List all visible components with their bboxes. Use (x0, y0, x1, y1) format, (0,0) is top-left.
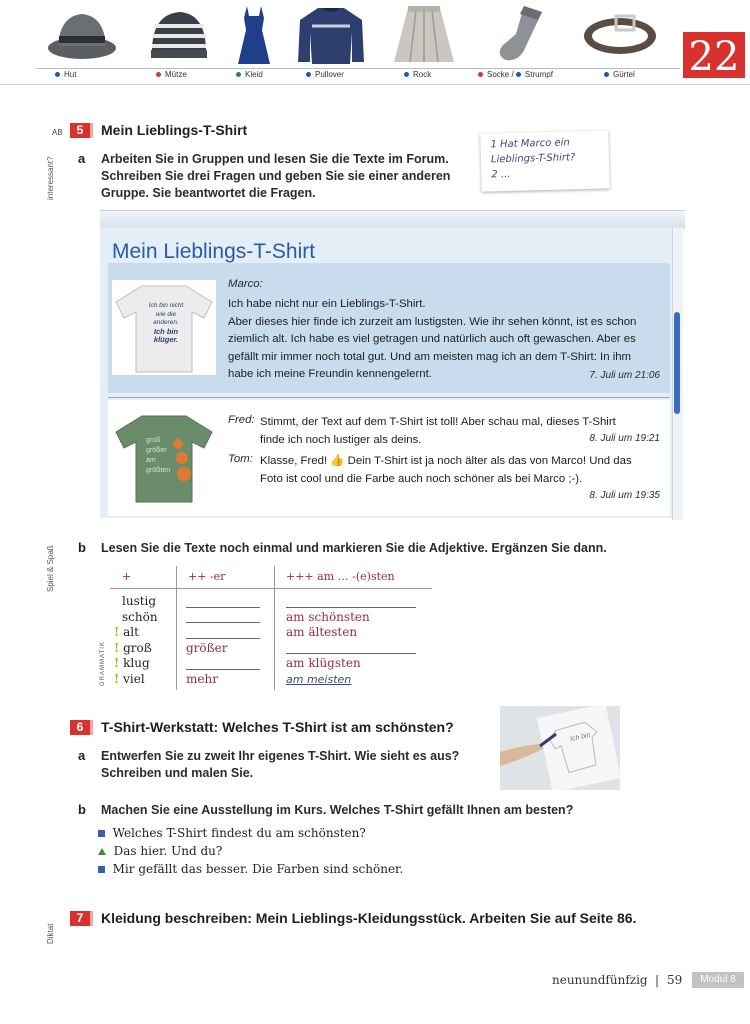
post-author-fred: Fred: (228, 414, 255, 426)
forum-divider (108, 397, 670, 398)
sup-schoen: am schönsten (286, 609, 370, 624)
label-muetze: Mütze (156, 70, 187, 79)
label-pullover: Pullover (306, 70, 344, 79)
ab-label: AB (52, 128, 63, 137)
forum-scrollbar-thumb[interactable] (674, 312, 680, 414)
tshirt-2-print: groß größer am größten (146, 437, 171, 474)
dialog-list (98, 826, 403, 880)
comp-viel: mehr (186, 671, 218, 686)
belt-image (582, 4, 658, 60)
label-kleid: Kleid (236, 70, 263, 79)
exercise-6-number: 6 (70, 720, 93, 735)
exercise-5-number: 5 (70, 123, 93, 138)
post-author-tom: Tom: (228, 453, 253, 465)
sup-klug: am klügsten (286, 656, 361, 670)
table-header-rule (110, 588, 432, 589)
exercise-5a-letter: a (78, 151, 86, 166)
post-text-fred: Stimmt, der Text auf dem T-Shirt ist toll! Aber schau mal, dieses T-Shirt finde ich noch lustiger als deins. (260, 416, 616, 446)
exercise-5b-letter: b (78, 540, 86, 555)
post-date-marco: 7. Juli um 21:06 (589, 370, 660, 381)
dress-image (236, 4, 272, 66)
strip-divider (36, 68, 680, 69)
photo-handwriting: Ich bin (569, 731, 592, 744)
speaker-b-triangle-icon (98, 848, 106, 855)
table-header-positive: + (122, 570, 132, 583)
comp-gross: größer (186, 640, 228, 655)
sup-viel-handwritten: am meisten (286, 672, 352, 686)
table-col-rule-2 (274, 566, 275, 690)
table-row: ! viel (114, 671, 145, 686)
table-header-superlative: +++ am … -(e)sten (286, 570, 395, 583)
tshirt-1-print: Ich bin nicht wie die anderen. Ich bin klüger. (148, 302, 184, 344)
blank-sup-lustig[interactable] (286, 607, 416, 608)
post-author-marco: Marco: (228, 278, 263, 290)
dialog-line: Das hier. Und du? (98, 844, 403, 862)
chapter-number: 22 (681, 30, 747, 80)
blank-comp-klug[interactable] (186, 669, 260, 670)
exercise-6-title: T-Shirt-Werkstatt: Welches T-Shirt ist am schönsten? (101, 719, 454, 735)
skirt-image (392, 4, 456, 64)
table-col-rule-1 (176, 566, 177, 690)
comparison-table (110, 566, 432, 690)
exercise-5b-instruction: Lesen Sie die Texte noch einmal und markieren Sie die Adjektive. Ergänzen Sie dann. (101, 541, 607, 555)
handwritten-note-card: 1 Hat Marco ein Lieblings-T-Shirt? 2 ... (480, 130, 609, 191)
table-row: ! groß (114, 640, 152, 655)
tshirt-photo-1 (112, 280, 216, 375)
table-row: schön (122, 609, 158, 624)
post-text-marco: Ich habe nicht nur ein Lieblings-T-Shirt. Aber dieses hier finde ich zurzeit am lustigsten. Wie ihr sehen könnt, ist es schon ziemlich alt. Ich habe es viel getragen und natürlich auch oft gewaschen. Aber es gefällt mir immer noch total gut. Und am meisten mag ich an dem T-Shirt: In ihm habe ich meine Freundin kennengelernt. (228, 298, 637, 380)
sup-alt: am ältesten (286, 625, 358, 639)
exercise-5-title: Mein Lieblings-T-Shirt (101, 122, 248, 138)
table-row: lustig (122, 594, 157, 608)
pullover-image (296, 4, 366, 66)
top-divider (0, 84, 750, 85)
page-number-word: neunundfünfzig (552, 973, 648, 987)
page-number: 59 (667, 973, 683, 987)
blank-sup-gross[interactable] (286, 653, 416, 654)
drawing-photo (500, 706, 620, 790)
table-row: ! klug (114, 656, 150, 670)
table-row: ! alt (114, 625, 139, 639)
blank-comp-alt[interactable] (186, 638, 260, 639)
clothing-strip (0, 0, 750, 82)
modul-badge: Modul 8 (692, 972, 744, 988)
dialog-line: Mir gefällt das besser. Die Farben sind schöner. (98, 862, 403, 880)
side-tab-spiel: Spiel & Spaß (46, 545, 55, 592)
exercise-6a-instruction: Entwerfen Sie zu zweit Ihr eigenes T-Shirt. Wie sieht es aus? Schreiben und malen Sie. (101, 749, 460, 780)
blank-comp-lustig[interactable] (186, 607, 260, 608)
label-rock: Rock (404, 70, 431, 79)
speaker-a-square-icon (98, 830, 105, 837)
exercise-7-number: 7 (70, 911, 93, 926)
speaker-a-square-icon (98, 866, 105, 873)
exercise-6a-letter: a (78, 748, 86, 763)
exercise-6b-instruction: Machen Sie eine Ausstellung im Kurs. Welches T-Shirt gefällt Ihnen am besten? (101, 803, 574, 817)
post-date-tom: 8. Juli um 19:35 (589, 490, 660, 501)
grammatik-label: GRAMMATIK (100, 641, 106, 686)
forum-title: Mein Lieblings-T-Shirt (112, 240, 316, 263)
blank-comp-schoen[interactable] (186, 622, 260, 623)
tshirt-photo-2 (112, 410, 216, 505)
exercise-5a-instruction: Arbeiten Sie in Gruppen und lesen Sie die Texte im Forum. Schreiben Sie drei Fragen und geben Sie sie einer anderen Gruppe. Sie beantwortet die Fragen. (101, 152, 451, 200)
dialog-line: Welches T-Shirt findest du am schönsten? (98, 826, 403, 844)
side-tab-diktat: Diktat (46, 923, 55, 944)
label-guertel: Gürtel (604, 70, 635, 79)
label-hut: Hut (55, 70, 76, 79)
exercise-7-title: Kleidung beschreiben: Mein Lieblings-Kleidungsstück. Arbeiten Sie auf Seite 86. (101, 910, 637, 926)
hat-image (46, 4, 118, 64)
forum-window-bar (100, 210, 685, 229)
page-separator: | (655, 973, 660, 987)
beanie-image (148, 4, 210, 64)
exercise-6b-letter: b (78, 802, 86, 817)
side-tab-interessant: interessant? (46, 156, 55, 200)
label-socke-strumpf: Socke / Strumpf (478, 70, 553, 79)
post-text-tom: Klasse, Fred! 👍 Dein T-Shirt ist ja noch älter als das von Marco! Und das Foto ist cool und die Farbe auch noch schöner als bei Marco ;-). (260, 455, 632, 485)
post-date-fred: 8. Juli um 19:21 (589, 433, 660, 444)
sock-image (494, 4, 550, 66)
table-header-comparative: ++ -er (188, 570, 226, 583)
